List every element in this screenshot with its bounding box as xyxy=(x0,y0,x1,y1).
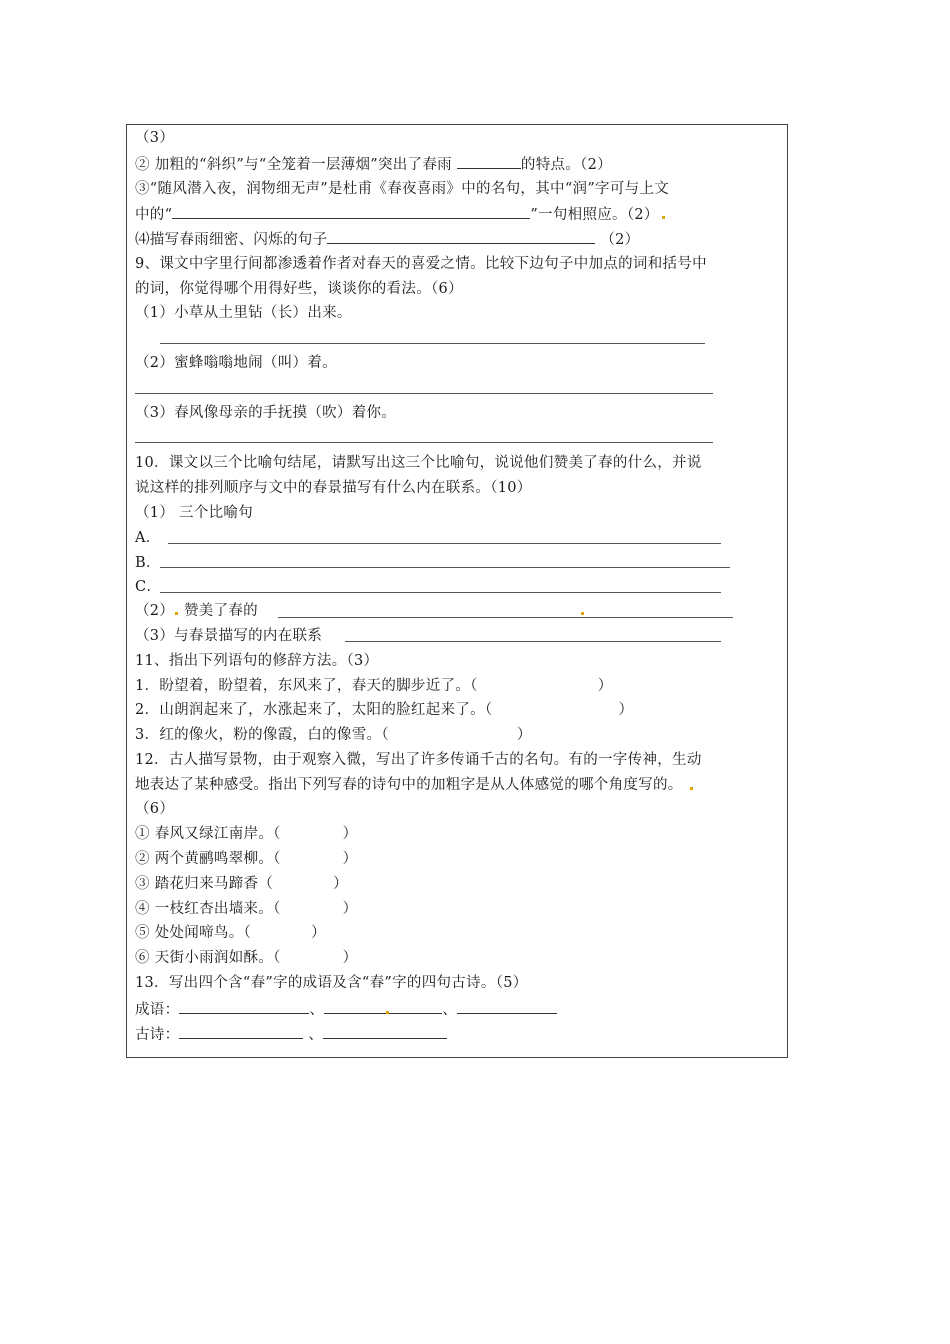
answer-line-10-2[interactable] xyxy=(278,617,733,618)
item-12-6: ⑥ 天街小雨润如酥。（ ） xyxy=(135,950,358,966)
blank-poem-1[interactable] xyxy=(179,1023,303,1039)
answer-line-10-b[interactable] xyxy=(160,567,730,568)
item-9-1: （1）小草从土里钻（长）出来。 xyxy=(135,305,352,321)
item-12-3: ③ 踏花归来马蹄香（ ） xyxy=(135,876,348,892)
item-8-4-question: ⑷描写春雨细密、闪烁的句子 （2） xyxy=(135,228,639,250)
question-12-score: （6） xyxy=(135,801,175,817)
answer-line-10-a[interactable] xyxy=(168,543,721,544)
question-10-heading-continued: 说这样的排列顺序与文中的春景描写有什么内在联系。（10） xyxy=(135,480,532,496)
item-10-c-label: C． xyxy=(135,579,162,595)
item-9-3: （3）春风像母亲的手抚摸（吹）着你。 xyxy=(135,405,397,421)
item-13-idioms: 成语： 、 、 xyxy=(135,998,557,1020)
marker-dot xyxy=(386,1011,389,1014)
question-11-heading: 11、指出下列语句的修辞方法。（3） xyxy=(135,653,379,669)
item-8-3-question: ③“随风潜入夜，润物细无声”是杜甫《春夜喜雨》中的名句，其中“润”字可与上文 xyxy=(135,181,670,197)
item-12-5: ⑤ 处处闻啼鸟。（ ） xyxy=(135,925,326,941)
question-12-heading-continued: 地表达了某种感受。指出下列写春的诗句中的加粗字是从人体感觉的哪个角度写的。 xyxy=(135,777,683,793)
item-12-4: ④ 一枝红杏出墙来。（ ） xyxy=(135,901,358,917)
question-9-heading: 9、课文中字里行间都渗透着作者对春天的喜爱之情。比较下边句子中加点的词和括号中 xyxy=(135,256,707,272)
marker-dot xyxy=(690,787,693,790)
blank-idiom-3[interactable] xyxy=(457,998,557,1014)
question-12-heading: 12．古人描写景物，由于观察入微，写出了许多传诵千古的名句。有的一字传神，生动 xyxy=(135,752,702,768)
blank-poem-2[interactable] xyxy=(323,1023,447,1039)
item-11-2: 2．山朗润起来了，水涨起来了，太阳的脸红起来了。（ ） xyxy=(135,702,634,718)
item-11-3: 3．红的像火，粉的像霞，白的像雪。（ ） xyxy=(135,727,532,743)
question-9-heading-continued: 的词，你觉得哪个用得好些，谈谈你的看法。（6） xyxy=(135,281,463,297)
blank-idiom-1[interactable] xyxy=(179,998,309,1014)
marker-dot xyxy=(175,612,178,615)
item-13-poems: 古诗： 、 xyxy=(135,1023,447,1045)
blank-8-3[interactable] xyxy=(172,203,530,219)
question-13-heading: 13．写出四个含“春”字的成语及含“春”字的四句古诗。（5） xyxy=(135,975,528,991)
item-8-2-question: ② 加粗的“斜织”与“全笼着一层薄烟”突出了春雨 的特点。（2） xyxy=(135,153,612,175)
item-11-1: 1．盼望着，盼望着，东风来了，春天的脚步近了。（ ） xyxy=(135,678,613,694)
blank-8-4[interactable] xyxy=(327,228,595,244)
answer-line-9-2[interactable] xyxy=(135,393,713,394)
marker-dot xyxy=(581,612,584,615)
item-9-2: （2）蜜蜂嗡嗡地闹（叫）着。 xyxy=(135,355,337,371)
item-12-1: ① 春风又绿江南岸。（ ） xyxy=(135,826,358,842)
item-8-3-score: （3） xyxy=(135,130,175,146)
item-12-2: ② 两个黄鹂鸣翠柳。（ ） xyxy=(135,851,358,867)
question-10-heading: 10．课文以三个比喻句结尾，请默写出这三个比喻句，说说他们赞美了春的什么，并说 xyxy=(135,455,702,471)
item-10-2: （2） 赞美了春的 xyxy=(135,603,258,619)
item-10-3: （3）与春景描写的内在联系 xyxy=(135,628,323,644)
item-8-3-continued: 中的“ ”一句相照应。（2） xyxy=(135,203,659,225)
blank-idiom-2[interactable] xyxy=(324,998,442,1014)
answer-line-10-3[interactable] xyxy=(345,641,721,642)
answer-line-9-1[interactable] xyxy=(160,343,705,344)
answer-line-9-3[interactable] xyxy=(135,442,713,443)
item-10-b-label: B． xyxy=(135,555,161,571)
answer-line-10-c[interactable] xyxy=(160,592,721,593)
item-10-a-label: A． xyxy=(135,530,161,546)
blank-8-2[interactable] xyxy=(457,153,521,169)
item-10-1: （1） 三个比喻句 xyxy=(135,505,254,521)
marker-dot xyxy=(662,216,665,219)
